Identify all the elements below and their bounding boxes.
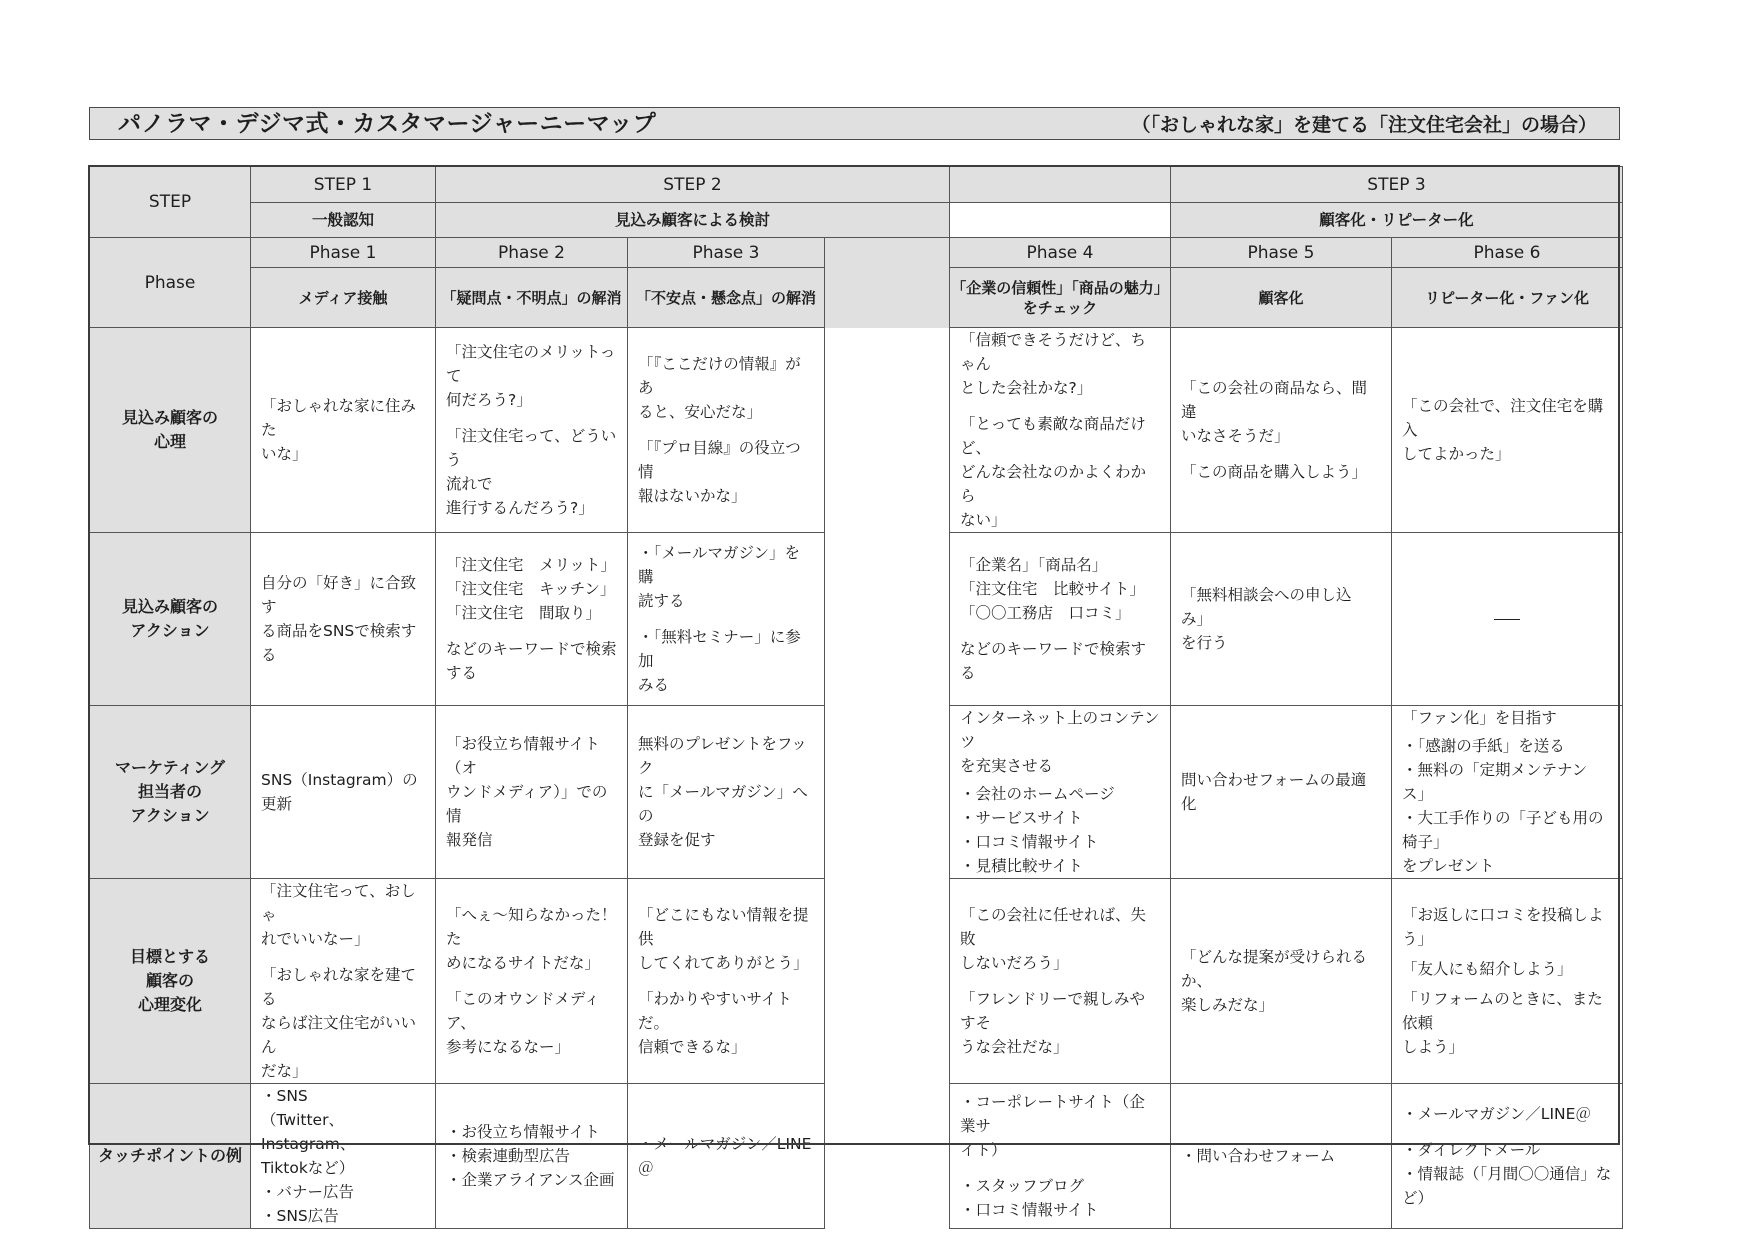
step1-subheader: 一般認知	[251, 203, 436, 238]
cell-text: 「お返しに口コミを投稿しよう」	[1402, 906, 1604, 948]
cell-text: 「注文住宅って、おしゃ れでいいなー」	[261, 882, 416, 948]
row4-phase4-cell	[950, 1084, 1171, 1229]
row2-phase5-cell	[1171, 706, 1392, 879]
phase-gap	[825, 238, 950, 328]
row1-phase1-cell	[251, 533, 436, 706]
row4-phase5-cell	[1171, 1084, 1392, 1229]
step-header-label	[90, 167, 251, 238]
cell-text: 「へぇ〜知らなかった！た めになるサイトだな」	[446, 906, 617, 972]
step3-subheader: 顧客化・リピーター化	[1171, 203, 1623, 238]
cell-text: 「この会社に任せれば、失敗 しないだろう」	[960, 906, 1147, 972]
row-label: マーケティング 担当者の アクション	[90, 706, 251, 879]
cell-text: 「リフォームのときに、また依頼 しよう」	[1402, 990, 1603, 1056]
row2-phase4-cell	[950, 706, 1171, 879]
cell-text: 無料のプレゼントをフック に「メールマガジン」への 登録を促す	[638, 735, 808, 849]
row4-phase2-cell	[436, 1084, 628, 1229]
cell-text: SNS（Instagram）の 更新	[261, 771, 418, 813]
phase-header-label	[90, 238, 251, 328]
cell-text: 「ファン化」を目指す	[1402, 709, 1557, 727]
phase-2-description: 「疑問点・不明点」の解消	[436, 268, 628, 328]
column-gap	[825, 328, 950, 1229]
row0-phase4-cell	[950, 328, 1171, 533]
phase-3-description: 「不安点・懸念点」の解消	[628, 268, 825, 328]
row3-phase4-cell	[950, 879, 1171, 1084]
cell-text: ・「メールマガジン」を購 読する	[638, 544, 801, 610]
cell-text: などのキーワードで検索 する	[446, 640, 617, 682]
cell-text: 「『ここだけの情報』があ ると、安心だな」	[638, 355, 801, 421]
step3-header: STEP 3	[1171, 167, 1623, 203]
cell-text: 「どんな提案が受けられるか、 楽しみだな」	[1181, 948, 1368, 1014]
cell-text: ・会社のホームページ ・サービスサイト ・口コミ情報サイト ・見積比較サイト	[960, 785, 1115, 875]
row3-phase3-cell	[628, 879, 825, 1084]
row0-phase3-cell	[628, 328, 825, 533]
row-label: タッチポイントの例	[90, 1084, 251, 1229]
row2-phase2-cell	[436, 706, 628, 879]
table-row	[90, 328, 1623, 533]
cell-text: などのキーワードで検索する	[960, 640, 1147, 682]
cell-text: 問い合わせフォームの最適化	[1181, 771, 1367, 813]
cell-text: 「信頼できそうだけど、ちゃん とした会社かな?」	[960, 331, 1147, 397]
cell-text: 「どこにもない情報を提供 してくれてありがとう」	[638, 906, 809, 972]
cell-text: ・メールマガジン／LINE＠	[638, 1135, 812, 1177]
row2-phase6-cell	[1392, 706, 1623, 879]
cell-text: 「おしゃれな家を建てる ならば注文住宅がいいん だな」	[261, 966, 417, 1080]
phase-1-description: メディア接触	[251, 268, 436, 328]
phase-1-header: Phase 1	[251, 238, 436, 268]
row2-phase3-cell	[628, 706, 825, 879]
cell-text: 「注文住宅って、どういう 流れで 進行するんだろう?」	[446, 427, 617, 517]
phase-6-header: Phase 6	[1392, 238, 1623, 268]
cell-text: インターネット上のコンテンツ を充実させる	[960, 709, 1160, 775]
cell-text: 「この会社で、注文住宅を購入 してよかった」	[1402, 397, 1604, 463]
cell-text: 「この会社の商品なら、間違 いなさそうだ」	[1181, 379, 1368, 445]
row0-phase6-cell	[1392, 328, 1623, 533]
page-subtitle: （「おしゃれな家」を建てる「注文住宅会社」の場合）	[1131, 114, 1597, 136]
cell-text: ・問い合わせフォーム	[1181, 1147, 1336, 1165]
row-label: 見込み顧客の 心理	[90, 328, 251, 533]
empty-dash	[1494, 619, 1520, 620]
phase-3-header: Phase 3	[628, 238, 825, 268]
cell-text: ・コーポレートサイト（企業サ イト）	[960, 1093, 1145, 1159]
cell-text: 自分の「好き」に合致す る商品をSNSで検索す る	[261, 574, 417, 664]
cell-text: 「このオウンドメディア、 参考になるなー」	[446, 990, 600, 1056]
cell-text: ・「感謝の手紙」を送る ・無料の「定期メンテナンス」 ・大工手作りの「子ども用の椅子」 をプレゼント	[1402, 737, 1604, 875]
cell-text: ・SNS （Twitter、Instagram、 Tiktokなど） ・バナー広告 ・SNS広告	[261, 1087, 356, 1225]
phase-4-header: Phase 4	[950, 238, 1171, 268]
phase-5-description: 顧客化	[1171, 268, 1392, 328]
cell-text: 「『プロ目線』の役立つ情 報はないかな」	[638, 439, 801, 505]
cell-text: 「注文住宅のメリットって 何だろう?」	[446, 343, 616, 409]
cell-text: 「企業名」「商品名」 「注文住宅 比較サイト」 「〇〇工務店 口コミ」	[960, 556, 1145, 622]
row-label: 見込み顧客の アクション	[90, 533, 251, 706]
row0-phase5-cell	[1171, 328, 1392, 533]
phase-2-header: Phase 2	[436, 238, 628, 268]
title-bar	[89, 107, 1620, 140]
step2-subheader-gap	[950, 203, 1171, 238]
row4-phase6-cell	[1392, 1084, 1623, 1229]
step1-header: STEP 1	[251, 167, 436, 203]
cell-text: 「友人にも紹介しよう」	[1402, 960, 1573, 978]
row1-phase4-cell	[950, 533, 1171, 706]
row1-phase5-cell	[1171, 533, 1392, 706]
phase-5-header: Phase 5	[1171, 238, 1392, 268]
row3-phase2-cell	[436, 879, 628, 1084]
phase-6-description: リピーター化・ファン化	[1392, 268, 1623, 328]
step2-subheader: 見込み顧客による検討	[436, 203, 950, 238]
row4-phase1-cell	[251, 1084, 436, 1229]
cell-text: ・メールマガジン／LINE＠	[1402, 1105, 1591, 1123]
row-label: 目標とする 顧客の 心理変化	[90, 879, 251, 1084]
step2-header: STEP 2	[436, 167, 950, 203]
step-label-text: STEP	[148, 192, 192, 212]
row3-phase6-cell	[1392, 879, 1623, 1084]
row2-phase1-cell	[251, 706, 436, 879]
cell-text: ・「無料セミナー」に参加 みる	[638, 628, 801, 694]
cell-text: 「とっても素敵な商品だけど、 どんな会社なのかよくわから ない」	[960, 415, 1147, 529]
phase-4-description: 「企業の信頼性」「商品の魅力」 をチェック	[950, 268, 1171, 328]
cell-text: 「この商品を購入しよう」	[1181, 463, 1368, 481]
cell-text: 「わかりやすいサイトだ。 信頼できるな」	[638, 990, 792, 1056]
row1-phase2-cell	[436, 533, 628, 706]
row3-phase5-cell	[1171, 879, 1392, 1084]
cell-text: ・スタッフブログ ・口コミ情報サイト	[960, 1177, 1099, 1219]
cell-text: 「お役立ち情報サイト（オ ウンドメディア）」での情 報発信	[446, 735, 608, 849]
page-title: パノラマ・デジマ式・カスタマージャーニーマップ	[118, 111, 657, 137]
row4-phase3-cell	[628, 1084, 825, 1229]
row1-phase3-cell	[628, 533, 825, 706]
row0-phase1-cell	[251, 328, 436, 533]
row3-phase1-cell	[251, 879, 436, 1084]
customer-journey-table	[89, 166, 1623, 1229]
row1-phase6-cell	[1392, 533, 1623, 706]
step2-header-extension	[950, 167, 1171, 203]
cell-text: 「無料相談会への申し込み」 を行う	[1181, 586, 1352, 652]
cell-text: ・ダイレクトメール ・情報誌（「月間〇〇通信」など）	[1402, 1141, 1612, 1207]
cell-text: 「注文住宅 メリット」 「注文住宅 キッチン」 「注文住宅 間取り」	[446, 556, 616, 622]
cell-text: 「おしゃれな家に住みた いな」	[261, 397, 417, 463]
cell-text: 「フレンドリーで親しみやすそ うな会社だな」	[960, 990, 1145, 1056]
cell-text: ・お役立ち情報サイト ・検索連動型広告 ・企業アライアンス企画	[446, 1123, 615, 1189]
phase-label-text: Phase	[144, 272, 196, 293]
row0-phase2-cell	[436, 328, 628, 533]
